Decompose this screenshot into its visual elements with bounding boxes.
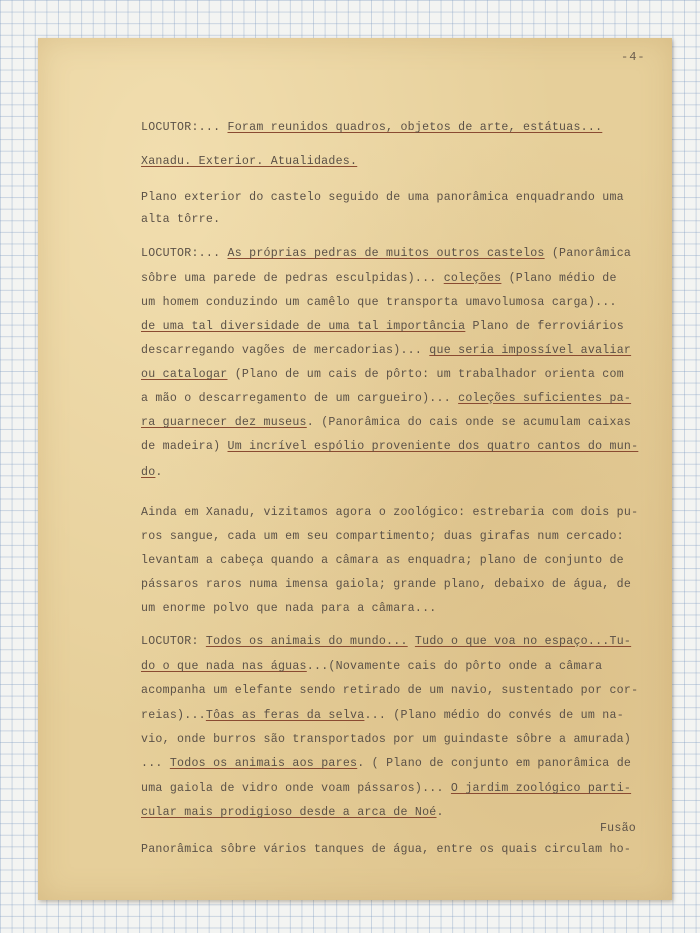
text-segment: LOCUTOR: [141, 635, 206, 648]
text-line [0, 822, 636, 835]
text-line [141, 843, 661, 856]
text-segment: sôbre uma parede de pedras esculpidas)... [141, 272, 444, 285]
text-line [141, 440, 661, 453]
text-line [141, 554, 661, 567]
text-segment: LOCUTOR:... [141, 247, 228, 260]
text-line [141, 733, 661, 746]
underlined-text: Todos os animais do mundo... [205, 635, 408, 648]
underlined-text: coleções suficientes pa- [458, 392, 632, 405]
underlined-text: As próprias pedras de muitos outros castelos [227, 247, 545, 260]
text-line [141, 684, 661, 697]
text-segment: ... (Plano médio do convés de um na- [364, 709, 624, 722]
text-line [141, 368, 661, 381]
text-line [141, 155, 661, 168]
underlined-text: Um incrível espólio proveniente dos quatro cantos do mun- [227, 440, 639, 453]
text-line [141, 530, 661, 543]
text-segment: um homem conduzindo um camêlo que transporta umavolumosa carga)... [141, 296, 617, 309]
text-segment: . ( Plano de conjunto em panorâmica de [357, 757, 632, 770]
text-segment: (Plano de um cais de pôrto: um trabalhador orienta com [227, 368, 624, 381]
text-line [141, 272, 661, 285]
text-line [141, 296, 661, 309]
text-line [141, 635, 661, 648]
text-line [141, 602, 661, 615]
page-number: -4- [621, 50, 646, 64]
text-segment: (Panorâmica [544, 247, 632, 260]
text-line [141, 320, 661, 333]
text-segment: LOCUTOR:... [141, 121, 228, 134]
text-line [141, 757, 661, 770]
text-segment: Plano de ferroviários [465, 320, 624, 333]
text-line [141, 392, 661, 405]
underlined-text: Todos os animais aos pares [169, 757, 358, 770]
text-line [141, 660, 661, 673]
text-segment: ros sangue, cada um em seu compartimento; duas girafas num cercado: [141, 530, 624, 543]
text-segment: pássaros raros numa imensa gaiola; grande plano, debaixo de água, de [141, 578, 632, 591]
text-line [141, 806, 661, 819]
text-segment: (Plano médio de [501, 272, 617, 285]
text-segment: Ainda em Xanadu, vizitamos agora o zoológico: estrebaria com dois pu- [141, 506, 639, 519]
text-line [141, 466, 661, 479]
underlined-text: ou catalogar [141, 368, 228, 381]
text-segment [408, 635, 415, 648]
text-segment: ...(Novamente cais do pôrto onde a câmara [306, 660, 603, 673]
text-line [141, 344, 661, 357]
underlined-text: cular mais prodigioso desde a arca de Noé [141, 806, 437, 819]
text-line [141, 782, 661, 795]
text-segment: alta tôrre. [141, 213, 221, 226]
text-segment: uma gaiola de vidro onde voam pássaros)... [141, 782, 451, 795]
underlined-text: de uma tal diversidade de uma tal importância [141, 320, 466, 333]
underlined-text: que seria impossível avaliar [429, 344, 632, 357]
text-segment: um enorme polvo que nada para a câmara... [141, 602, 437, 615]
text-segment: Panorâmica sôbre vários tanques de água, entre os quais circulam ho- [141, 843, 632, 856]
underlined-text: Tôas as feras da selva [205, 709, 365, 722]
text-segment: . [436, 806, 444, 819]
text-segment: . (Panorâmica do cais onde se acumulam caixas [306, 416, 632, 429]
text-segment: acompanha um elefante sendo retirado de um navio, sustentado por cor- [141, 684, 639, 697]
underlined-text: ra guarnecer dez museus [141, 416, 307, 429]
text-segment: ... [141, 757, 170, 770]
text-line [141, 213, 661, 226]
text-line [141, 247, 661, 260]
text-segment: levantam a cabeça quando a câmara as enquadra; plano de conjunto de [141, 554, 624, 567]
underlined-text: Xanadu. Exterior. Atualidades. [141, 155, 358, 168]
underlined-text: Tudo o que voa no espaço...Tu- [414, 635, 632, 648]
text-segment: reias)... [141, 709, 206, 722]
text-line [141, 709, 661, 722]
text-segment: Fusão [599, 822, 636, 835]
text-line [141, 578, 661, 591]
text-line [141, 416, 661, 429]
text-segment: vio, onde burros são transportados por um guindaste sôbre a amurada) [141, 733, 632, 746]
text-line [141, 506, 661, 519]
text-line [141, 121, 661, 134]
underlined-text: O jardim zoológico parti- [450, 782, 632, 795]
text-segment: . [155, 466, 163, 479]
text-line [141, 191, 661, 204]
underlined-text: coleções [443, 272, 502, 285]
text-segment: a mão o descarregamento de um cargueiro)... [141, 392, 459, 405]
text-segment: Plano exterior do castelo seguido de uma panorâmica enquadrando uma [141, 191, 624, 204]
underlined-text: do o que nada nas águas [141, 660, 307, 673]
text-segment: descarregando vagões de mercadorias)... [141, 344, 430, 357]
underlined-text: Foram reunidos quadros, objetos de arte, estátuas... [227, 121, 603, 134]
underlined-text: do [141, 466, 156, 479]
text-segment: de madeira) [141, 440, 228, 453]
